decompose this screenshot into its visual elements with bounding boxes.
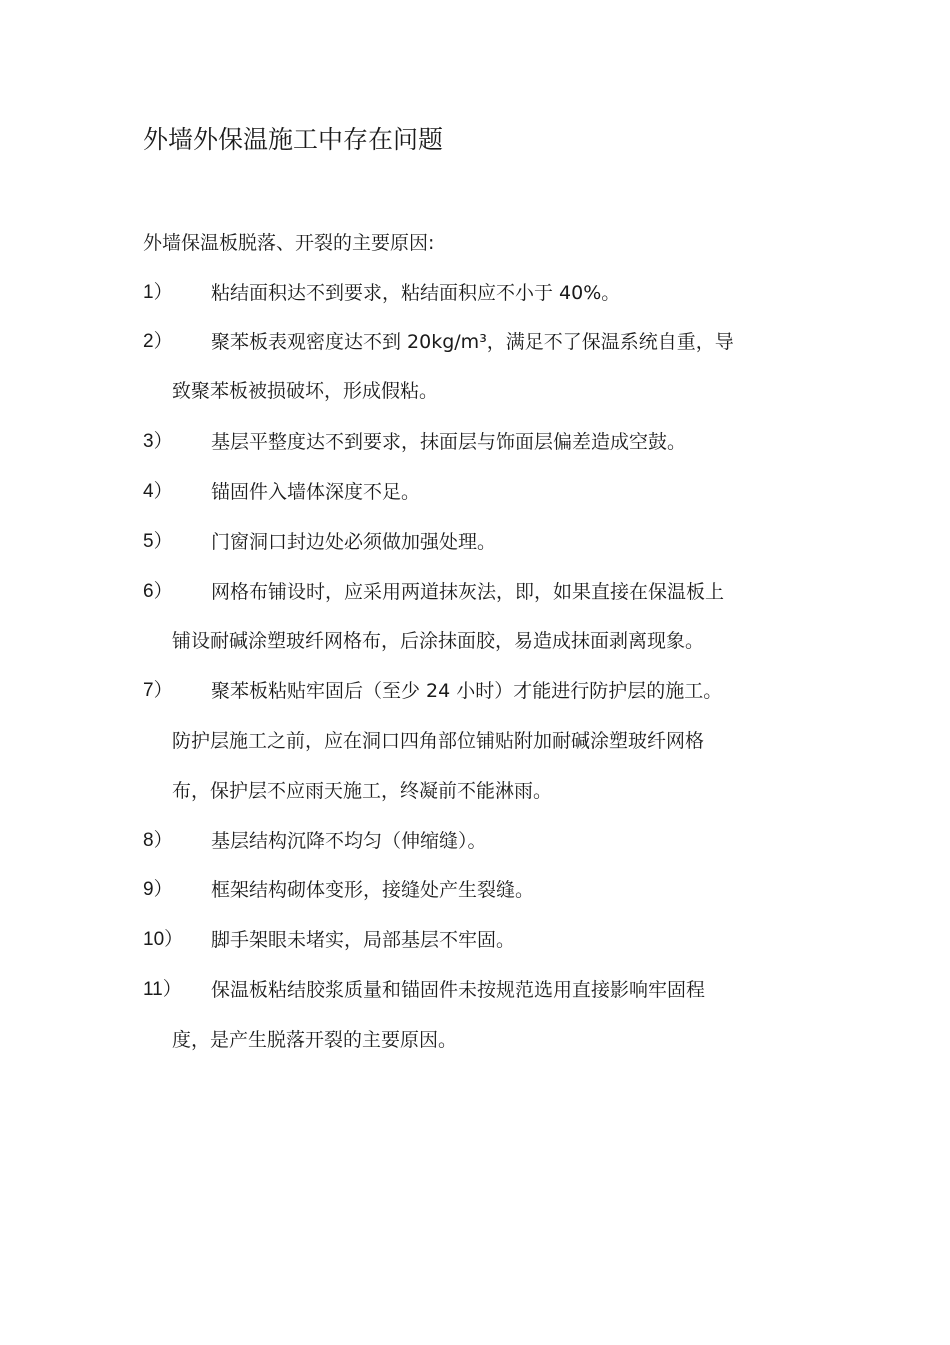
item-number: 11） (143, 979, 182, 1000)
item-text: 脚手架眼未堵实，局部基层不牢固。 (211, 929, 516, 951)
document-title: 外墙外保温施工中存在问题 (143, 125, 444, 154)
item-number: 5） (143, 531, 173, 552)
item-number: 9） (143, 879, 173, 900)
item-text-continuation: 致聚苯板被损破坏，形成假粘。 (172, 380, 439, 402)
item-text-continuation: 铺设耐碱涂塑玻纤网格布，后涂抹面胶，易造成抹面剥离现象。 (172, 630, 705, 652)
item-text: 门窗洞口封边处必须做加强处理。 (211, 531, 497, 553)
item-text: 聚苯板粘贴牢固后（至少 24 小时）才能进行防护层的施工。 (211, 680, 723, 702)
item-text: 保温板粘结胶浆质量和锚固件未按规范选用直接影响牢固程 (211, 979, 706, 1001)
item-text-continuation: 防护层施工之前，应在洞口四角部位铺贴附加耐碱涂塑玻纤网格 (172, 730, 705, 752)
item-number: 3） (143, 431, 173, 452)
item-number: 4） (143, 481, 173, 502)
item-number: 1） (143, 282, 173, 303)
item-text: 聚苯板表观密度达不到 20kg/m³，满足不了保温系统自重，导 (211, 331, 734, 353)
item-number: 10） (143, 929, 184, 950)
item-text-continuation: 布，保护层不应雨天施工，终凝前不能淋雨。 (172, 780, 553, 802)
item-number: 2） (143, 331, 173, 352)
item-text: 基层平整度达不到要求，抹面层与饰面层偏差造成空鼓。 (211, 431, 687, 453)
intro-text: 外墙保温板脱落、开裂的主要原因: (143, 232, 435, 254)
item-text: 基层结构沉降不均匀（伸缩缝）。 (211, 830, 487, 852)
item-text-continuation: 度，是产生脱落开裂的主要原因。 (172, 1029, 458, 1051)
item-text: 粘结面积达不到要求，粘结面积应不小于 40%。 (211, 282, 621, 304)
item-number: 8） (143, 830, 173, 851)
item-text: 框架结构砌体变形，接缝处产生裂缝。 (211, 879, 535, 901)
item-text: 锚固件入墙体深度不足。 (211, 481, 421, 503)
item-number: 6） (143, 581, 173, 602)
item-text: 网格布铺设时，应采用两道抹灰法，即，如果直接在保温板上 (211, 581, 725, 603)
item-number: 7） (143, 680, 173, 701)
